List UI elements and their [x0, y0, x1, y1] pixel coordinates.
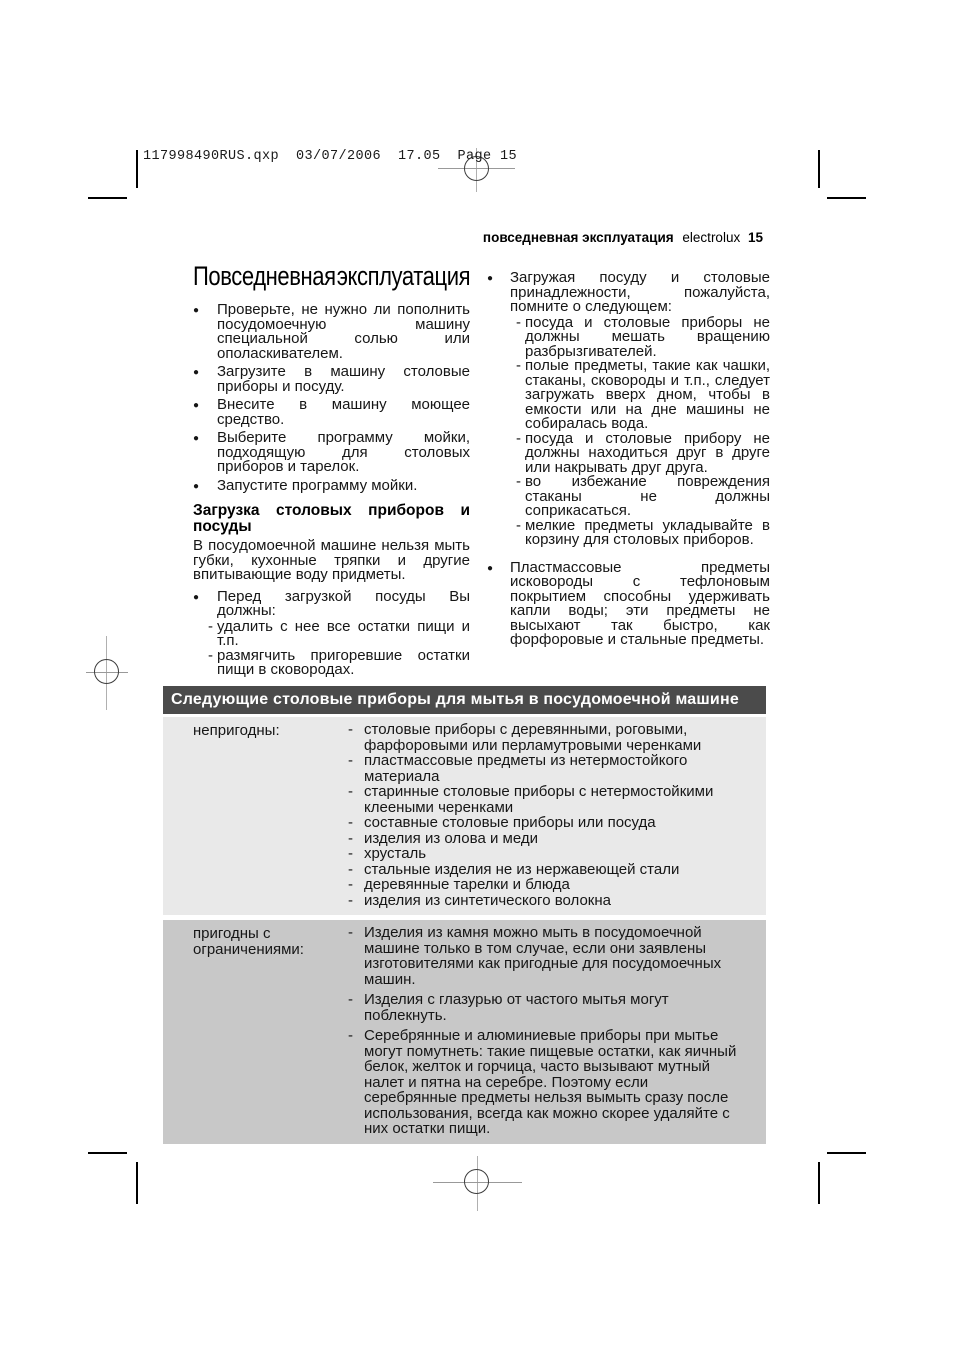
header-brand: electrolux [682, 230, 741, 245]
table-item-text: деревянные тарелки и блюда [364, 876, 570, 893]
table-item-text: столовые приборы с деревянными, роговыми, фарфоровыми или перламутровыми черенками [364, 721, 702, 754]
crop-mark-top-left-horizontal [88, 197, 127, 199]
table-row [163, 920, 766, 1144]
dash-icon: - [516, 357, 521, 374]
dash-icon: - [348, 991, 353, 1008]
registration-mark-icon [86, 636, 128, 710]
sub-list-item [516, 429, 770, 476]
bullet-icon: ● [193, 591, 200, 603]
sub-list-item-text: посуда и столовые прибору не должны находиться друг в друге или накрывать друг друга. [525, 429, 770, 476]
sub-list-item-text: посуда и столовые приборы не должны мешать вращению разбрызгивателей. [525, 313, 770, 360]
list-item-text: Внесите в машину моющее средство. [217, 396, 470, 428]
table-item [348, 925, 739, 987]
table-item-text: пластмассовые предметы из нетермостойкого материала [364, 752, 688, 785]
sub-list-item [516, 359, 770, 432]
table-item [348, 753, 739, 784]
dash-icon: - [208, 646, 213, 664]
list-item-text: Загружая посуду и столовые принадлежности, пожалуйста, помните о следующем: [510, 269, 770, 315]
registration-mark-circle [464, 1169, 489, 1194]
bullet-icon: ● [487, 273, 494, 284]
page-title-word: эксплуатация [336, 261, 471, 291]
crop-mark-top-right-vertical [818, 150, 820, 188]
dash-icon: - [348, 752, 353, 769]
table-header: Следующие столовые приборы для мытья в посудомоечной машине [163, 686, 766, 714]
dash-icon: - [348, 1027, 353, 1044]
suitability-table [163, 686, 766, 1144]
table-item-text: старинные столовые приборы с нетермостойкими клееными черенками [364, 783, 714, 816]
table-item [348, 831, 739, 847]
list-item-text: Загрузите в машину столовые приборы и посуду. [217, 363, 470, 395]
sub-list [516, 313, 770, 548]
dash-icon: - [516, 473, 521, 490]
list-item [193, 303, 470, 361]
table-item [348, 815, 739, 831]
bullet-icon: ● [487, 562, 494, 574]
list-item [193, 476, 470, 495]
list-item [193, 365, 470, 394]
list-item-text: Перед загрузкой посуды Вы должны: [217, 587, 470, 619]
sub-list-item-text: размягчить пригоревшие остатки пищи в сковородах. [217, 646, 470, 678]
sub-list-item-text: во избежание повреждения стаканы не должны соприкасаться. [525, 473, 770, 519]
table-item [348, 862, 739, 878]
sub-list-item [208, 617, 470, 649]
table-item-text: изделия из олова и меди [364, 829, 538, 847]
sub-list-item [208, 646, 470, 678]
bullet-icon: ● [193, 433, 200, 444]
dash-icon: - [348, 845, 353, 862]
list-item [193, 431, 470, 475]
dash-icon: - [348, 860, 353, 878]
table-item [348, 992, 739, 1023]
bullet-icon: ● [193, 367, 200, 378]
sub-list-item [516, 516, 770, 548]
table-item-text: хрусталь [364, 845, 427, 862]
page-header [400, 230, 763, 245]
bullet-icon: ● [193, 305, 200, 316]
table-item-text: Изделия с глазурью от частого мытья могут поблекнуть. [364, 991, 669, 1024]
dash-icon: - [348, 721, 353, 738]
table-row-items [348, 722, 739, 908]
subsection-heading: Загрузка столовых приборов и посуды [193, 502, 470, 535]
header-section-label: повседневная эксплуатация [482, 230, 674, 245]
dash-icon: - [348, 876, 353, 893]
page-title [193, 262, 470, 290]
table-row [163, 717, 766, 915]
table-row-items [348, 925, 739, 1137]
table-item-text: изделия из синтетического волокна [364, 891, 611, 909]
crop-mark-bottom-right-vertical [818, 1162, 820, 1204]
dash-icon: - [348, 924, 353, 941]
paragraph: В посудомоечной машине нельзя мыть губки, кухонные тряпки и другие впитывающие воду придметы. [193, 537, 470, 583]
sub-list [208, 617, 470, 678]
list-item [193, 587, 470, 619]
registration-mark-circle [94, 659, 119, 684]
list-item [193, 398, 470, 427]
dash-icon: - [348, 814, 353, 831]
left-column [193, 262, 470, 678]
sub-list-item-text: мелкие предметы укладывайте в корзину для столовых приборов. [525, 516, 770, 548]
table-row-label: непригодны: [193, 722, 280, 739]
bullet-icon: ● [193, 400, 200, 411]
sub-list-item [516, 475, 770, 519]
table-row-label: пригодны с ограничениями: [193, 925, 304, 958]
print-slug-line: 117998490RUS.qxp 03/07/2006 17.05 Page 15 [143, 149, 518, 164]
table-item-text: стальные изделия не из нержавеющей стали [364, 860, 680, 878]
crop-mark-bottom-left-vertical [136, 1162, 138, 1204]
list-item-text: Запустите программу мойки. [217, 476, 418, 494]
crop-mark-top-right-horizontal [827, 197, 866, 199]
dash-icon: - [208, 617, 213, 635]
crop-mark-bottom-left-horizontal [88, 1152, 127, 1154]
list-item [487, 558, 770, 648]
list-item-text: Проверьте, не нужно ли пополнить посудомоечную машину специальной солью или ополаскивателем. [217, 301, 470, 362]
dash-icon: - [348, 783, 353, 800]
table-item-text: Серебрянные и алюминиевые приборы при мытье могут помутнеть: такие пищевые остатки, как яичный белок, желток и горчица, часто вызывают мутный налет и пятна на серебре. Поэтому если серебрянные предметы нельзя вымыть сразу после использования, всегда как можно скорее удаляйте с них остатки пищи. [364, 1027, 737, 1137]
right-column [487, 271, 770, 652]
table-item-text: составные столовые приборы или посуда [364, 814, 656, 831]
crop-mark-top-left-vertical [136, 150, 138, 188]
dash-icon: - [516, 429, 521, 447]
dash-icon: - [516, 516, 521, 534]
list-item [487, 271, 770, 315]
table-item [348, 784, 739, 815]
table-item [348, 893, 739, 909]
header-page-number: 15 [747, 230, 763, 245]
table-item [348, 722, 739, 753]
bullet-icon: ● [193, 480, 200, 492]
table-item [348, 1028, 739, 1137]
table-item [348, 877, 739, 893]
list-item-text: Пластмассовые предметы исковороды с тефлоновым покрытием способны удерживать капли воды; эти предметы не высыхают так быстро, как форфоровые и стальные предметы. [510, 558, 770, 648]
sub-list-item [516, 313, 770, 360]
registration-mark-icon [433, 1156, 522, 1211]
dash-icon: - [348, 829, 353, 847]
crop-mark-bottom-right-horizontal [827, 1152, 866, 1154]
table-item-text: Изделия из камня можно мыть в посудомоечной машине только в том случае, если они заявлены изготовителями как пригодные для посудомоечных машин. [364, 924, 722, 988]
table-item [348, 846, 739, 862]
sub-list-item-text: полые предметы, такие как чашки, стаканы, сковороды и т.п., следует загружать вверх дном, чтобы в емкости или на дне машины не собиралась вода. [525, 357, 770, 432]
dash-icon: - [516, 313, 521, 331]
page-title-word: Повседневная [193, 261, 336, 291]
sub-list-item-text: удалить с нее все остатки пищи и т.п. [217, 617, 470, 649]
dash-icon: - [348, 891, 353, 909]
list-item-text: Выберите программу мойки, подходящую для столовых приборов и тарелок. [217, 429, 470, 475]
